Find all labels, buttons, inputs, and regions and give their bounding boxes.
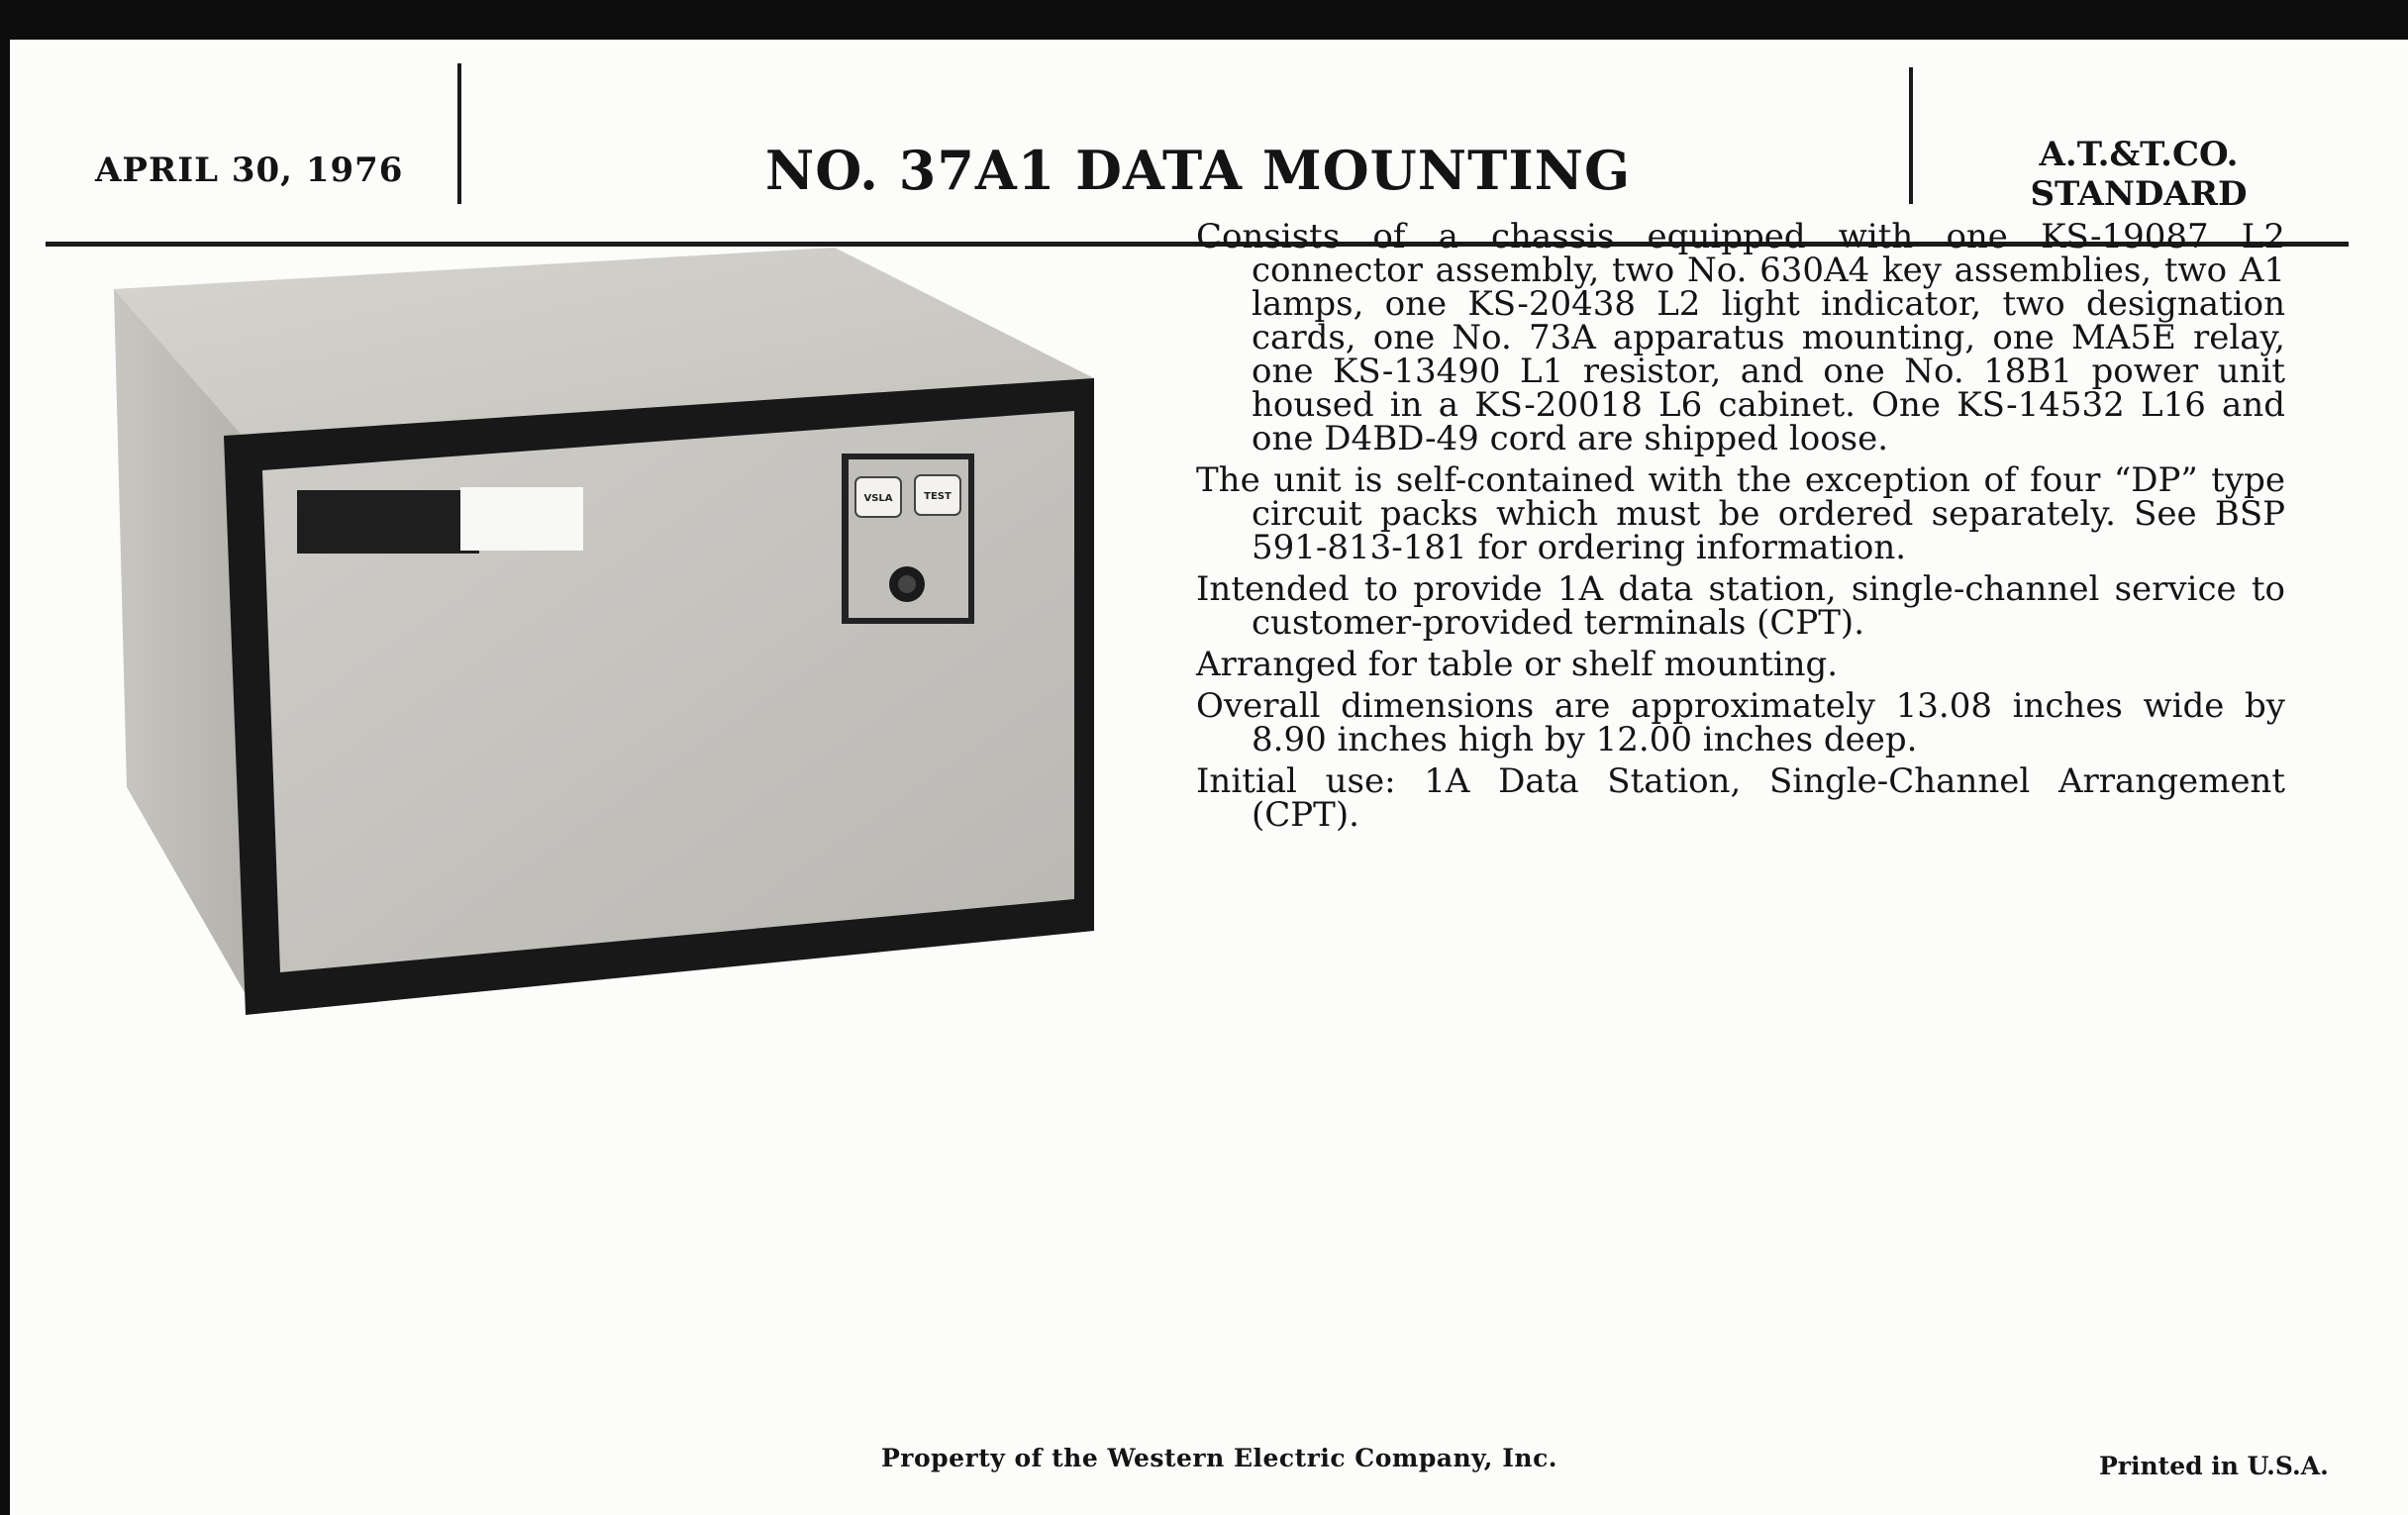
test-key-label: TEST xyxy=(924,491,952,502)
description-paragraph: The unit is self-contained with the exception of four “DP” type circuit packs which must be ordered separately. See BSP 591-813-181 for ordering information. xyxy=(1196,460,2285,567)
vsla-key-label: VSLA xyxy=(863,493,893,504)
indicator-lamp xyxy=(898,575,916,593)
printed-notice: Printed in U.S.A. xyxy=(2099,1452,2329,1480)
description xyxy=(1196,217,2285,840)
issue-date: APRIL 30, 1976 xyxy=(95,151,404,190)
standard-line-standard: STANDARD xyxy=(2030,174,2248,214)
standard-line-company: A.T.&T.CO. xyxy=(2039,135,2239,174)
page-title: NO. 37A1 DATA MOUNTING xyxy=(764,139,1632,202)
description-paragraph: Overall dimensions are approximately 13.08 inches wide by 8.90 inches high by 12.00 inches deep. xyxy=(1196,686,2285,759)
data-mounting-photo xyxy=(99,238,1109,1030)
description-paragraph: Arranged for table or shelf mounting. xyxy=(1196,645,1839,684)
description-paragraph: Intended to provide 1A data station, single-channel service to customer-provided terminals (CPT). xyxy=(1196,569,2285,643)
header-divider-right xyxy=(1909,67,1913,204)
header-divider-left xyxy=(457,63,461,204)
standard-label xyxy=(1931,135,2347,214)
description-paragraph: Initial use: 1A Data Station, Single-Channel Arrangement (CPT). xyxy=(1196,761,2285,835)
description-paragraph: Consists of a chassis equipped with one KS-19087 L2 connector assembly, two No. 630A4 key assemblies, two A1 lamps, one KS-20438 L2 light indicator, two designation cards, one No. 73A apparatus mounting, one MA5E relay, one KS-13490 L1 resistor, and one No. 18B1 power unit housed in a KS-20018 L6 cabinet. One KS-14532 L16 and one D4BD-49 cord are shipped loose. xyxy=(1196,217,2285,458)
designation-card-holder xyxy=(297,490,479,554)
designation-card xyxy=(460,487,583,551)
property-notice: Property of the Western Electric Company, Inc. xyxy=(881,1444,1558,1472)
